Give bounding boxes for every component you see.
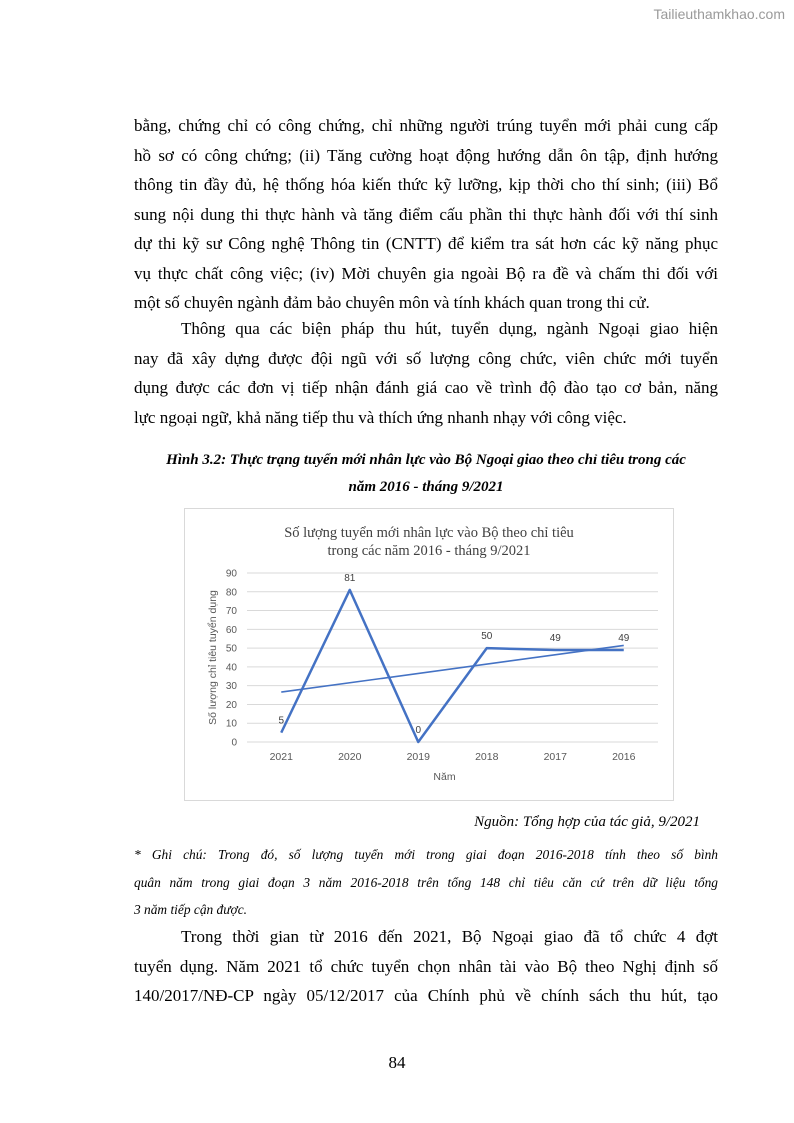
- figure-title: [134, 447, 718, 501]
- text-line: một số chuyên ngành đảm bảo chuyên môn và tính khách quan trong thi cử.: [134, 293, 650, 312]
- watermark: Tailieuthamkhao.com: [653, 6, 785, 22]
- y-tick-label: 80: [225, 587, 237, 599]
- y-tick-label: 70: [225, 606, 237, 618]
- series-line: [281, 590, 624, 742]
- text-line: Thông qua các biện pháp thu hút, tuyển dụng, ngành Ngoại giao hiện: [181, 319, 718, 338]
- text-line: thông tin đầy đủ, hệ thống hóa kiến thức kỹ lưỡng, kịp thời cho thí sinh; (iii) Bổ: [134, 175, 718, 194]
- y-tick-label: 40: [225, 662, 237, 674]
- text-line: vụ thực chất công việc; (iv) Mời chuyên gia ngoài Bộ ra đề và chấm thi đối với: [134, 263, 718, 283]
- y-tick-label: 50: [225, 643, 237, 655]
- y-tick-label: 60: [225, 624, 237, 636]
- text-line: nay đã xây dựng được đội ngũ với số lượng công chức, viên chức mới tuyển: [134, 348, 718, 368]
- x-axis-title: Năm: [433, 771, 456, 783]
- x-tick-label: 2020: [338, 751, 362, 763]
- y-tick-label: 30: [225, 681, 237, 693]
- chart-title-line: trong các năm 2016 - tháng 9/2021: [327, 543, 531, 559]
- data-label: 49: [618, 632, 630, 644]
- page-number: 84: [388, 1053, 406, 1072]
- figure-note: [134, 841, 718, 924]
- note-line: quân năm trong giai đoạn 3 năm 2016-2018 trên tổng 148 chỉ tiêu căn cứ trên dữ liệu tổng: [134, 874, 718, 890]
- y-tick-label: 10: [225, 718, 237, 730]
- x-tick-label: 2017: [543, 751, 567, 763]
- data-label: 5: [278, 715, 285, 727]
- trendline: [281, 645, 624, 692]
- x-tick-label: 2019: [406, 751, 430, 763]
- text-line: hồ sơ có công chứng; (ii) Tăng cường hoạt động hướng dẫn ôn tập, định hướng: [134, 145, 718, 165]
- chart-canvas: [185, 509, 673, 800]
- data-label: 0: [415, 725, 422, 736]
- text-line: 140/2017/NĐ-CP ngày 05/12/2017 của Chính phủ về chính sách thu hút, tạo: [134, 986, 718, 1005]
- line-chart: [184, 508, 674, 801]
- paragraph-1: [134, 111, 718, 318]
- figure-title-line-1: Hình 3.2: Thực trạng tuyển mới nhân lực vào Bộ Ngoại giao theo chỉ tiêu trong các: [166, 452, 686, 468]
- text-line: bằng, chứng chỉ có công chứng, chỉ những người trúng tuyển mới phải cung cấp: [134, 116, 718, 135]
- text-line: sung nội dung thi thực hành và tăng điểm cấu phần thi thực hành đối với thí sinh: [134, 204, 718, 224]
- x-tick-label: 2018: [475, 751, 499, 763]
- text-line: Trong thời gian từ 2016 đến 2021, Bộ Ngoại giao đã tổ chức 4 đợt: [181, 927, 718, 946]
- y-tick-label: 20: [225, 699, 237, 711]
- text-line: dụng được các đơn vị tiếp nhận đánh giá cao về trình độ đào tạo cơ bản, năng: [134, 378, 718, 397]
- chart-title-line: Số lượng tuyển mới nhân lực vào Bộ theo chỉ tiêu: [284, 525, 574, 541]
- data-label: 49: [549, 632, 561, 644]
- y-tick-label: 90: [225, 568, 237, 580]
- text-line: lực ngoại ngữ, khả năng tiếp thu và thích ứng nhanh nhạy với công việc.: [134, 407, 627, 427]
- text-line: dự thi kỹ sư Công nghệ Thông tin (CNTT) để kiểm tra sát hơn các kỹ năng phục: [134, 234, 718, 253]
- data-label: 81: [344, 572, 356, 584]
- note-line: 3 năm tiếp cận được.: [134, 902, 247, 917]
- y-tick-label: 0: [231, 737, 237, 749]
- x-tick-label: 2016: [612, 751, 636, 763]
- figure-title-line-2: năm 2016 - tháng 9/2021: [348, 479, 504, 495]
- figure-source: Nguồn: Tổng hợp của tác giả, 9/2021: [474, 814, 700, 830]
- data-label: 50: [481, 631, 493, 643]
- x-tick-label: 2021: [269, 751, 293, 763]
- text-line: tuyển dụng. Năm 2021 tổ chức tuyển chọn nhân tài vào Bộ theo Nghị định số: [134, 956, 718, 976]
- y-axis-title: Số lượng chỉ tiêu tuyển dụng: [207, 590, 219, 725]
- note-line: * Ghi chú: Trong đó, số lượng tuyển mới trong giai đoạn 2016-2018 tính theo số bình: [134, 847, 718, 862]
- paragraph-3: [134, 922, 718, 1011]
- paragraph-2: [134, 314, 718, 432]
